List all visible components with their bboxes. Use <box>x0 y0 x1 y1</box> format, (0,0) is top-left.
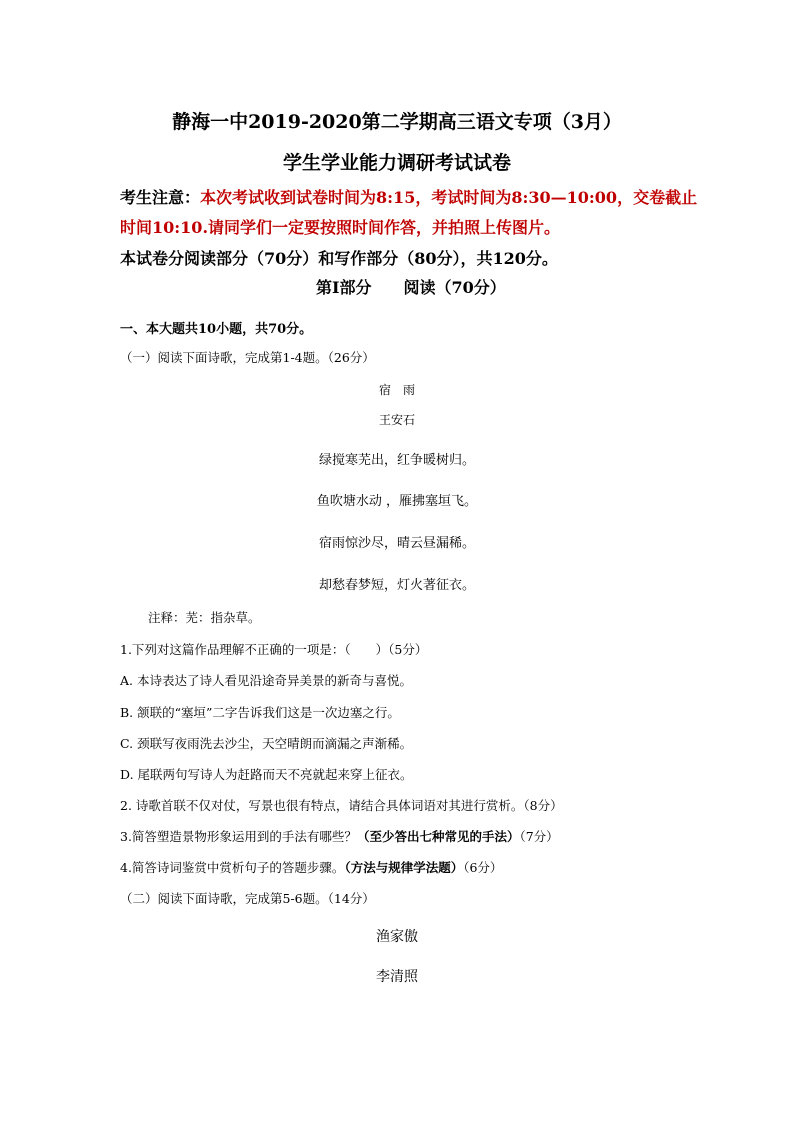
question-1-option-d: D. 尾联两句写诗人为赶路而天不亮就起来穿上征衣。 <box>120 767 413 782</box>
question-3-emphasis: （至少答出七种常见的手法） <box>356 829 520 844</box>
subsection-one-instruction: （一）阅读下面诗歌，完成第1-4题。（26分） <box>120 350 375 365</box>
poem-note: 注释：芜：指杂草。 <box>148 610 261 625</box>
question-3-score: （7分） <box>519 829 559 844</box>
subsection-two-instruction: （二）阅读下面诗歌，完成第5-6题。（14分） <box>120 891 375 906</box>
question-4-score: （6分） <box>463 860 503 875</box>
poem-line: 绿搅寒芜出，红争暖树归。 <box>318 453 475 468</box>
question-4-emphasis: （方法与规律学法题） <box>344 860 464 875</box>
composition-info: 本试卷分阅读部分（70分）和写作部分（80分），共120分。 <box>120 249 558 268</box>
poem-line: 鱼吹塘水动 ，雁拂塞垣飞。 <box>316 494 478 509</box>
poem-author: 王安石 <box>378 413 415 427</box>
question-1-option-a: A. 本诗表达了诗人看见沿途奇异美景的新奇与喜悦。 <box>120 673 412 688</box>
exam-title-line1: 静海一中2019-2020第二学期高三语文专项（3月） <box>172 111 622 133</box>
notice-text-line2: 时间10:10.请同学们一定要按照时间作答，并拍照上传图片。 <box>120 218 561 237</box>
notice-text-line1: 本次考试收到试卷时间为8:15，考试时间为8:30—10:00，交卷截止 <box>200 188 698 207</box>
poem-line: 却愁春梦短，灯火著征衣。 <box>318 578 475 593</box>
question-2: 2. 诗歌首联不仅对仗，写景也很有特点，请结合具体词语对其进行赏析。（8分） <box>120 798 563 813</box>
question-4 <box>120 858 502 876</box>
poem-title: 宿 雨 <box>378 383 415 397</box>
poem-line: 宿雨惊沙尽，晴云昼漏稀。 <box>318 536 475 551</box>
question-3 <box>120 827 559 845</box>
notice-line1 <box>120 185 697 208</box>
question-4-text: 4.简答诗词鉴赏中赏析句子的答题步骤。 <box>120 860 345 875</box>
exam-title-line2: 学生学业能力调研考试试卷 <box>282 152 511 174</box>
question-1-option-c: C. 颈联写夜雨洗去沙尘，天空晴朗而滴漏之声渐稀。 <box>120 736 413 751</box>
section-one-heading: 一、本大题共10小题，共70分。 <box>120 322 313 337</box>
notice-label: 考生注意： <box>120 188 201 207</box>
poem-2-author: 李清照 <box>376 969 418 985</box>
part-one-title: 第Ⅰ部分 阅读（70分） <box>316 278 506 297</box>
question-1: 1.下列对这篇作品理解不正确的一项是：（ ）（5分） <box>120 642 428 657</box>
poem-2-title: 渔家傲 <box>376 929 418 945</box>
question-1-option-b: B. 颔联的“塞垣”二字告诉我们这是一次边塞之行。 <box>120 705 400 720</box>
question-3-text: 3.简答塑造景物形象运用到的手法有哪些？ <box>120 829 357 844</box>
